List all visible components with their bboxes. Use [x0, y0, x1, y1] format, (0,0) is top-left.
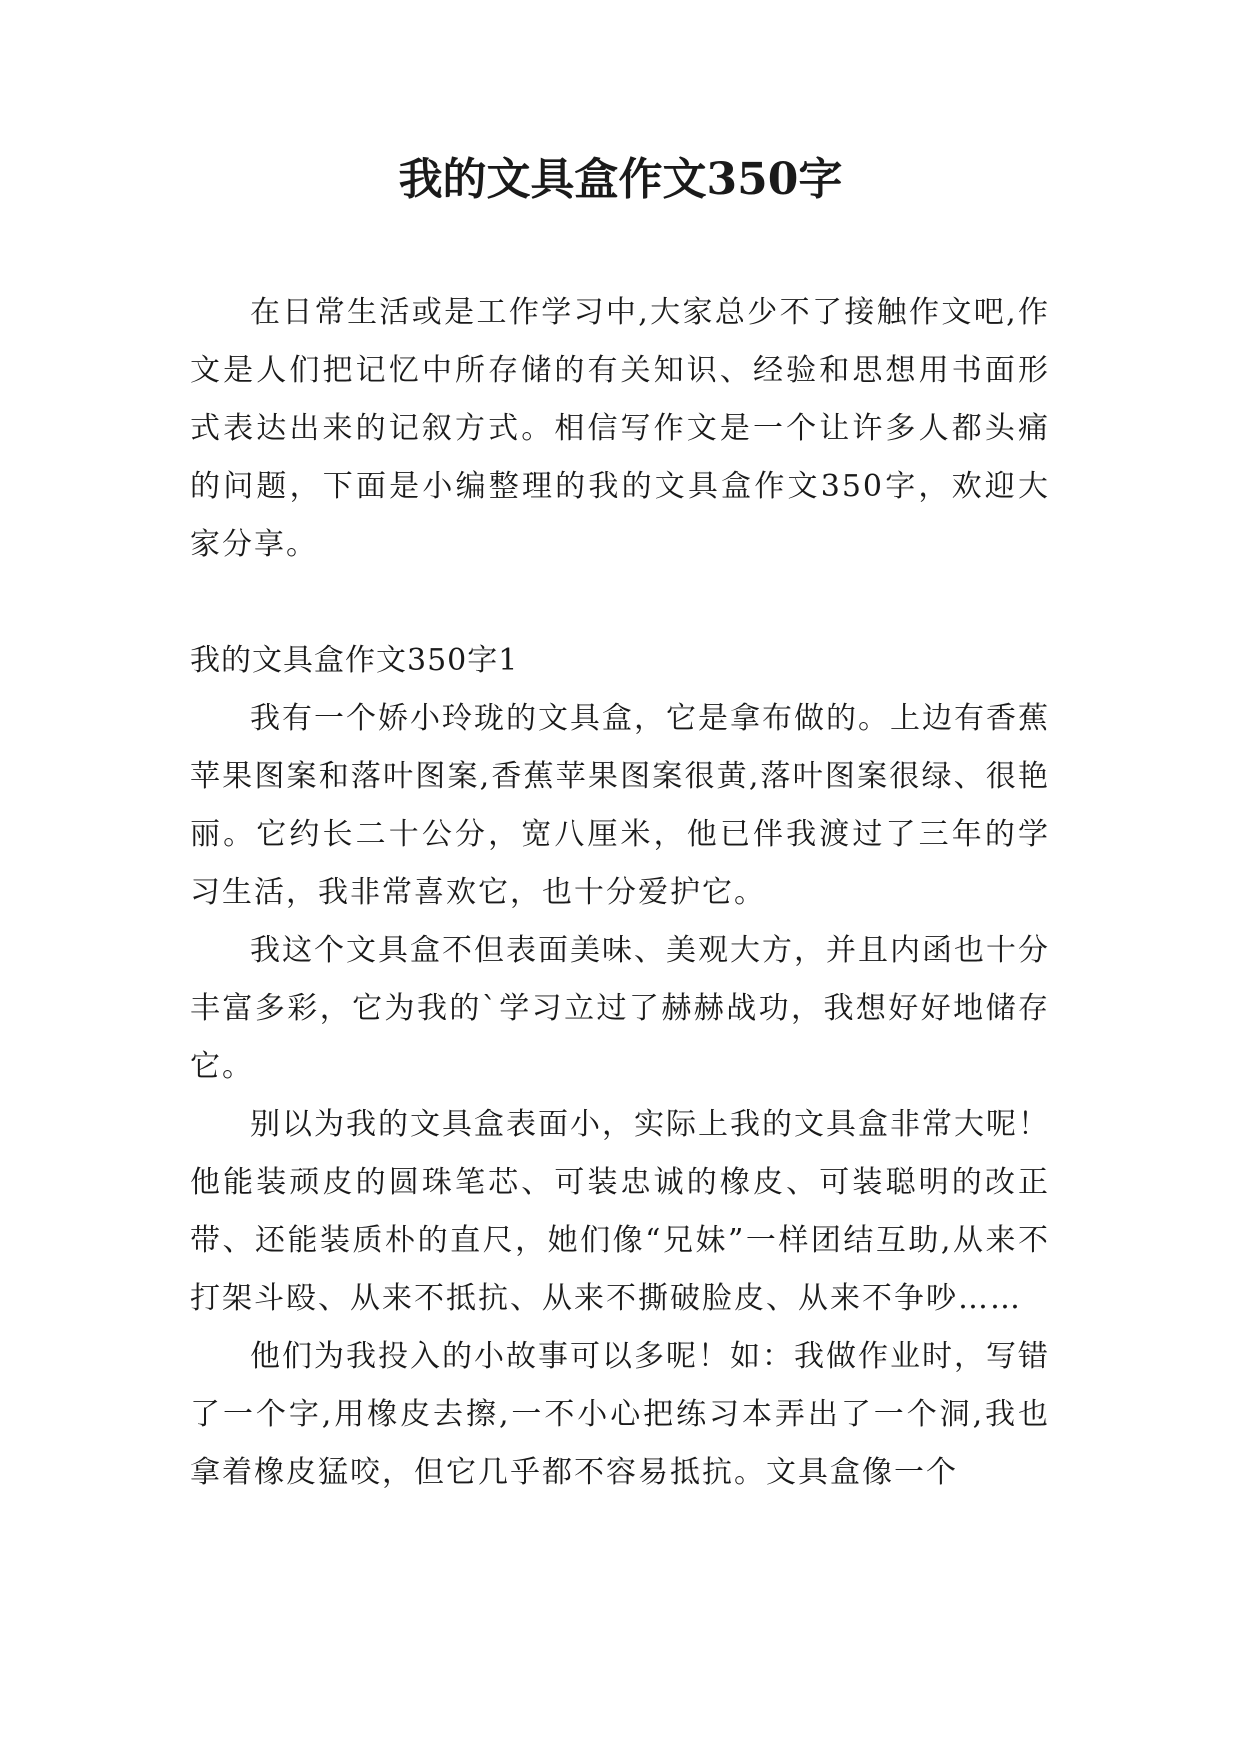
document-title: 我的文具盒作文350字	[398, 154, 843, 205]
body-paragraph: 我有一个娇小玲珑的文具盒，它是拿布做的。上边有香蕉苹果图案和落叶图案,香蕉苹果图案很黄,落叶图案很绿、很艳丽。它约长二十公分，宽八厘米，他已伴我渡过了三年的学习生活，我非常喜欢它，也十分爱护它。	[190, 701, 1050, 910]
body-paragraph: 我这个文具盒不但表面美味、美观大方，并且内函也十分丰富多彩，它为我的`学习立过了赫赫战功，我想好好地储存它。	[190, 933, 1050, 1084]
document-body	[190, 284, 1050, 1502]
section-heading: 我的文具盒作文350字1	[190, 643, 519, 678]
intro-paragraph: 在日常生活或是工作学习中,大家总少不了接触作文吧,作文是人们把记忆中所存储的有关知识、经验和思想用书面形式表达出来的记叙方式。相信写作文是一个让许多人都头痛的问题，下面是小编整理的我的文具盒作文350字，欢迎大家分享。	[190, 295, 1050, 562]
body-paragraph: 他们为我投入的小故事可以多呢！如：我做作业时，写错了一个字,用橡皮去擦,一不小心把练习本弄出了一个洞,我也拿着橡皮猛咬，但它几乎都不容易抵抗。文具盒像一个	[190, 1339, 1050, 1490]
body-paragraph: 别以为我的文具盒表面小，实际上我的文具盒非常大呢！他能装顽皮的圆珠笔芯、可装忠诚的橡皮、可装聪明的改正带、还能装质朴的直尺，她们像“兄妹”一样团结互助,从来不打架斗殴、从来不抵抗、从来不撕破脸皮、从来不争吵……	[190, 1107, 1050, 1316]
